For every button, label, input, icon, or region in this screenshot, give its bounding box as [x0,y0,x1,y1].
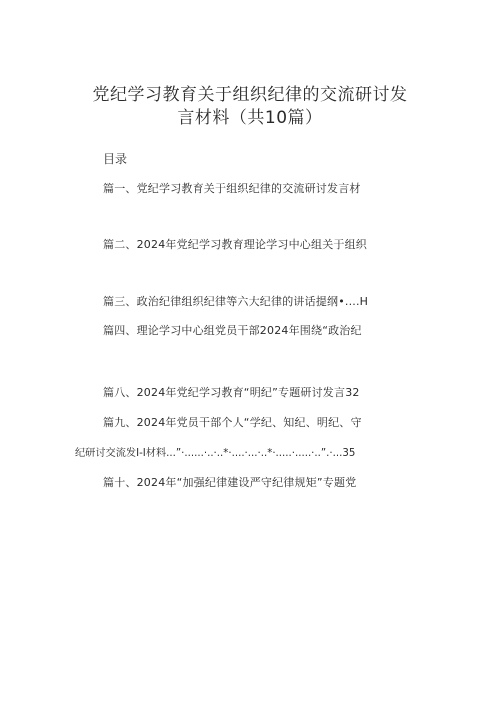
toc-entry-2[interactable]: 篇二、2024年党纪学习教育理论学习中心组关于组织 [103,238,367,251]
toc-entry-3[interactable]: 篇三、政治纪律组织纪律等六大纪律的讲话提纲•....H [103,295,369,308]
toc-entry-9[interactable]: 篇九、2024年党员干部个人“学纪、知纪、明纪、守 [103,416,362,429]
toc-entry-8[interactable]: 篇八、2024年党纪学习教育“明纪”专题研讨发言32 [103,386,360,399]
toc-heading: 目录 [103,152,128,166]
toc-entry-1[interactable]: 篇一、党纪学习教育关于组织纪律的交流研讨发言材 [103,182,361,195]
document-title-line-1: 党纪学习教育关于组织纪律的交流研讨发 [92,85,408,105]
toc-entry-9-continued[interactable]: 纪研讨交流发I-I材料...”·......·..·..*·....·...·..*·.....·.....·..”.·...35 [75,448,356,459]
document-title-line-2: 言材料（共10篇） [177,108,323,128]
toc-entry-4[interactable]: 篇四、理论学习中心组党员干部2024年围绕“政治纪 [103,324,362,337]
toc-entry-10[interactable]: 篇十、2024年“加强纪律建设严守纪律规矩”专题党 [103,476,357,489]
